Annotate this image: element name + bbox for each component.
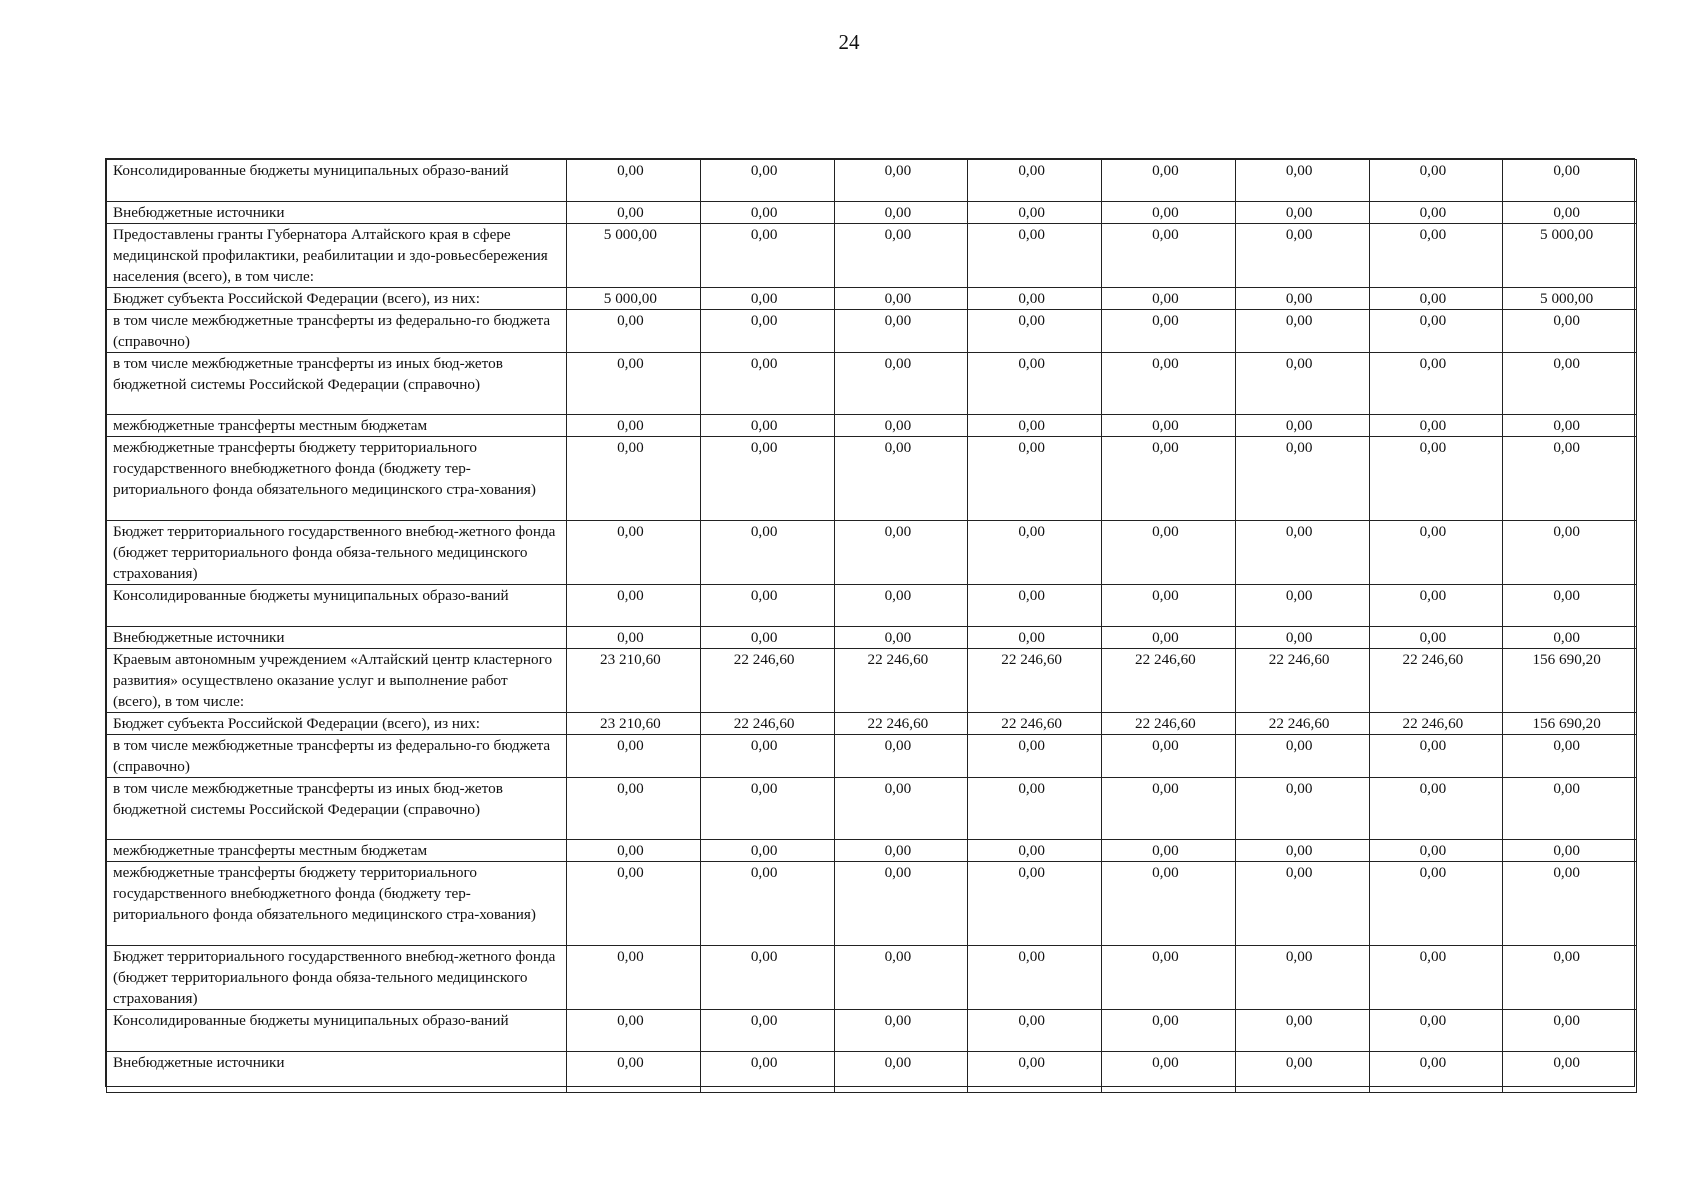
table-row [107,160,1637,202]
row-label: межбюджетные трансферты местным бюджетам [107,415,567,437]
value-cell: 0,00 [700,160,834,202]
value-cell: 0,00 [968,202,1102,224]
value-cell: 0,00 [567,585,701,627]
value-cell: 5 000,00 [1503,288,1637,310]
row-label: межбюджетные трансферты бюджету территориального государственного внебюджетного фонда (бюджету тер-риториального фонда обязательного медицинского стра-хования) [107,437,567,521]
value-cell: 0,00 [1102,1052,1236,1093]
value-cell: 0,00 [1235,310,1369,353]
value-cell: 0,00 [1503,415,1637,437]
value-cell: 0,00 [1235,946,1369,1010]
value-cell: 0,00 [968,735,1102,778]
value-cell: 0,00 [968,288,1102,310]
value-cell: 156 690,20 [1503,649,1637,713]
value-cell: 0,00 [834,353,968,415]
value-cell: 0,00 [1235,415,1369,437]
table-row [107,840,1637,862]
value-cell: 0,00 [834,862,968,946]
value-cell: 0,00 [1369,735,1503,778]
value-cell: 0,00 [1235,224,1369,288]
value-cell: 0,00 [1503,437,1637,521]
value-cell: 22 246,60 [1235,713,1369,735]
value-cell: 0,00 [834,437,968,521]
value-cell: 0,00 [1102,288,1236,310]
value-cell: 22 246,60 [968,713,1102,735]
value-cell: 0,00 [700,735,834,778]
row-label: межбюджетные трансферты местным бюджетам [107,840,567,862]
value-cell: 22 246,60 [700,649,834,713]
value-cell: 0,00 [834,521,968,585]
value-cell: 0,00 [1235,778,1369,840]
value-cell: 0,00 [1102,415,1236,437]
value-cell: 0,00 [1369,310,1503,353]
table-row [107,862,1637,946]
row-label: Консолидированные бюджеты муниципальных образо-ваний [107,160,567,202]
page-number: 24 [838,30,860,54]
value-cell: 22 246,60 [1235,649,1369,713]
value-cell: 0,00 [700,946,834,1010]
value-cell: 0,00 [700,521,834,585]
value-cell: 0,00 [1235,202,1369,224]
value-cell: 0,00 [1369,224,1503,288]
value-cell: 0,00 [567,310,701,353]
value-cell: 0,00 [1369,862,1503,946]
row-label: Консолидированные бюджеты муниципальных образо-ваний [107,585,567,627]
value-cell: 0,00 [567,778,701,840]
value-cell: 0,00 [567,840,701,862]
value-cell: 0,00 [1369,437,1503,521]
value-cell: 0,00 [700,1052,834,1093]
value-cell: 23 210,60 [567,713,701,735]
value-cell: 22 246,60 [1369,713,1503,735]
value-cell: 0,00 [1503,160,1637,202]
value-cell: 0,00 [700,310,834,353]
row-label: в том числе межбюджетные трансферты из иных бюд-жетов бюджетной системы Российской Федерации (справочно) [107,778,567,840]
value-cell: 0,00 [834,778,968,840]
value-cell: 0,00 [567,353,701,415]
value-cell: 22 246,60 [1369,649,1503,713]
value-cell: 0,00 [968,415,1102,437]
value-cell: 0,00 [1503,1052,1637,1093]
value-cell: 0,00 [1369,840,1503,862]
value-cell: 0,00 [834,310,968,353]
value-cell: 0,00 [1102,437,1236,521]
value-cell: 0,00 [1369,521,1503,585]
value-cell: 0,00 [1102,521,1236,585]
table-row [107,585,1637,627]
value-cell: 0,00 [1235,160,1369,202]
value-cell: 0,00 [567,862,701,946]
table-row [107,649,1637,713]
value-cell: 0,00 [1503,353,1637,415]
table-row [107,310,1637,353]
value-cell: 0,00 [1102,735,1236,778]
value-cell: 0,00 [968,585,1102,627]
value-cell: 0,00 [1102,1010,1236,1052]
value-cell: 0,00 [968,1052,1102,1093]
value-cell: 0,00 [1369,1052,1503,1093]
value-cell: 22 246,60 [700,713,834,735]
value-cell: 0,00 [1369,946,1503,1010]
value-cell: 0,00 [1503,1010,1637,1052]
row-label: Внебюджетные источники [107,1052,567,1093]
value-cell: 0,00 [567,946,701,1010]
value-cell: 0,00 [567,202,701,224]
value-cell: 0,00 [834,1052,968,1093]
row-label: Консолидированные бюджеты муниципальных образо-ваний [107,1010,567,1052]
value-cell: 0,00 [700,202,834,224]
row-label: Внебюджетные источники [107,627,567,649]
budget-table-wrapper [105,158,1635,1087]
value-cell: 0,00 [834,415,968,437]
value-cell: 0,00 [1369,585,1503,627]
value-cell: 156 690,20 [1503,713,1637,735]
value-cell: 0,00 [700,1010,834,1052]
row-label: в том числе межбюджетные трансферты из федерально-го бюджета (справочно) [107,735,567,778]
table-row [107,1052,1637,1093]
value-cell: 0,00 [1235,288,1369,310]
row-label: в том числе межбюджетные трансферты из иных бюд-жетов бюджетной системы Российской Федерации (справочно) [107,353,567,415]
value-cell: 0,00 [1503,735,1637,778]
value-cell: 0,00 [1235,585,1369,627]
value-cell: 0,00 [834,627,968,649]
value-cell: 0,00 [968,946,1102,1010]
value-cell: 0,00 [968,353,1102,415]
row-label: межбюджетные трансферты бюджету территориального государственного внебюджетного фонда (бюджету тер-риториального фонда обязательного медицинского стра-хования) [107,862,567,946]
value-cell: 0,00 [1503,310,1637,353]
value-cell: 22 246,60 [1102,649,1236,713]
value-cell: 0,00 [968,521,1102,585]
value-cell: 0,00 [968,160,1102,202]
value-cell: 0,00 [1503,202,1637,224]
value-cell: 0,00 [1503,862,1637,946]
value-cell: 0,00 [968,627,1102,649]
value-cell: 0,00 [1102,310,1236,353]
value-cell: 0,00 [1369,1010,1503,1052]
value-cell: 0,00 [700,415,834,437]
value-cell: 22 246,60 [968,649,1102,713]
value-cell: 0,00 [1503,585,1637,627]
value-cell: 0,00 [834,224,968,288]
value-cell: 0,00 [1102,202,1236,224]
value-cell: 5 000,00 [567,224,701,288]
value-cell: 0,00 [834,840,968,862]
value-cell: 0,00 [834,1010,968,1052]
value-cell: 0,00 [968,310,1102,353]
value-cell: 0,00 [567,415,701,437]
value-cell: 0,00 [1235,735,1369,778]
value-cell: 0,00 [1102,840,1236,862]
value-cell: 0,00 [1235,627,1369,649]
value-cell: 0,00 [700,778,834,840]
value-cell: 0,00 [700,224,834,288]
value-cell: 0,00 [700,288,834,310]
table-row [107,946,1637,1010]
table-row [107,627,1637,649]
table-row [107,353,1637,415]
row-label: Бюджет субъекта Российской Федерации (всего), из них: [107,288,567,310]
value-cell: 0,00 [700,840,834,862]
value-cell: 0,00 [1503,946,1637,1010]
value-cell: 0,00 [968,1010,1102,1052]
value-cell: 0,00 [1503,778,1637,840]
budget-table [106,159,1637,1093]
value-cell: 23 210,60 [567,649,701,713]
value-cell: 0,00 [1102,224,1236,288]
table-row [107,521,1637,585]
value-cell: 0,00 [1369,415,1503,437]
value-cell: 0,00 [1369,202,1503,224]
value-cell: 5 000,00 [567,288,701,310]
value-cell: 0,00 [567,521,701,585]
value-cell: 0,00 [1503,521,1637,585]
value-cell: 0,00 [1369,627,1503,649]
value-cell: 0,00 [1235,862,1369,946]
table-row [107,415,1637,437]
row-label: Краевым автономным учреждением «Алтайский центр кластерного развития» осуществлено оказание услуг и выполнение работ (всего), в том числе: [107,649,567,713]
value-cell: 22 246,60 [834,713,968,735]
value-cell: 0,00 [567,735,701,778]
value-cell: 0,00 [1235,1052,1369,1093]
value-cell: 0,00 [567,1010,701,1052]
value-cell: 0,00 [1369,288,1503,310]
value-cell: 22 246,60 [1102,713,1236,735]
value-cell: 0,00 [1369,160,1503,202]
value-cell: 0,00 [1102,585,1236,627]
value-cell: 0,00 [700,353,834,415]
value-cell: 0,00 [1235,353,1369,415]
value-cell: 0,00 [700,862,834,946]
value-cell: 0,00 [1235,437,1369,521]
row-label: в том числе межбюджетные трансферты из федерально-го бюджета (справочно) [107,310,567,353]
value-cell: 0,00 [567,627,701,649]
value-cell: 0,00 [834,160,968,202]
value-cell: 0,00 [700,627,834,649]
row-label: Бюджет территориального государственного внебюд-жетного фонда (бюджет территориального фонда обяза-тельного медицинского страхования) [107,521,567,585]
value-cell: 0,00 [567,160,701,202]
value-cell: 0,00 [834,202,968,224]
value-cell: 0,00 [1102,862,1236,946]
value-cell: 0,00 [968,224,1102,288]
value-cell: 0,00 [1102,627,1236,649]
table-row [107,202,1637,224]
value-cell: 0,00 [1503,840,1637,862]
value-cell: 0,00 [1235,840,1369,862]
value-cell: 0,00 [1369,778,1503,840]
value-cell: 0,00 [968,840,1102,862]
value-cell: 0,00 [567,1052,701,1093]
table-row [107,713,1637,735]
value-cell: 0,00 [1503,627,1637,649]
row-label: Бюджет территориального государственного внебюд-жетного фонда (бюджет территориального фонда обяза-тельного медицинского страхования) [107,946,567,1010]
value-cell: 0,00 [968,437,1102,521]
row-label: Бюджет субъекта Российской Федерации (всего), из них: [107,713,567,735]
value-cell: 0,00 [834,288,968,310]
row-label: Предоставлены гранты Губернатора Алтайского края в сфере медицинской профилактики, реабилитации и здо-ровьесбережения населения (всего), в том числе: [107,224,567,288]
value-cell: 0,00 [1102,160,1236,202]
table-row [107,778,1637,840]
value-cell: 0,00 [700,585,834,627]
table-row [107,224,1637,288]
row-label: Внебюджетные источники [107,202,567,224]
value-cell: 0,00 [1235,1010,1369,1052]
value-cell: 0,00 [567,437,701,521]
value-cell: 0,00 [834,735,968,778]
table-row [107,1010,1637,1052]
value-cell: 0,00 [968,862,1102,946]
value-cell: 5 000,00 [1503,224,1637,288]
value-cell: 0,00 [700,437,834,521]
value-cell: 22 246,60 [834,649,968,713]
table-row [107,735,1637,778]
value-cell: 0,00 [968,778,1102,840]
value-cell: 0,00 [1102,353,1236,415]
table-row [107,437,1637,521]
value-cell: 0,00 [1102,778,1236,840]
value-cell: 0,00 [1369,353,1503,415]
value-cell: 0,00 [834,585,968,627]
value-cell: 0,00 [1102,946,1236,1010]
table-row [107,288,1637,310]
value-cell: 0,00 [1235,521,1369,585]
value-cell: 0,00 [834,946,968,1010]
